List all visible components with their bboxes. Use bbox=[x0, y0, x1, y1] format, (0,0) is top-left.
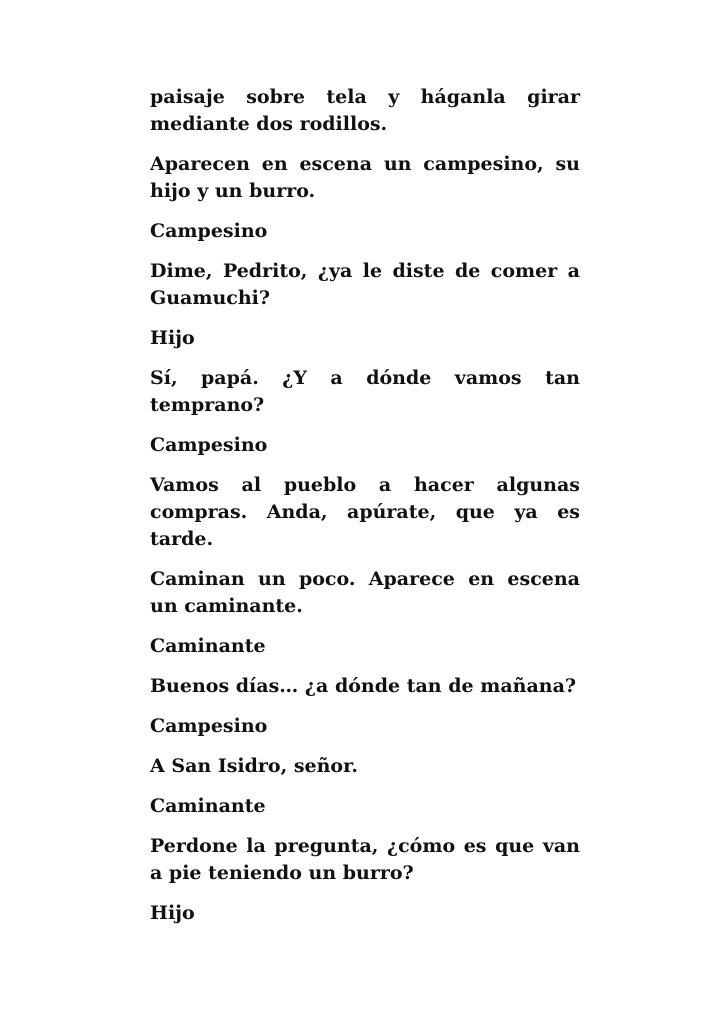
stage-direction-paragraph: Aparecen en escena un campesino, su hijo y un burro. bbox=[150, 153, 580, 202]
document-page bbox=[150, 84, 580, 940]
dialogue-line: Sí, papá. ¿Y a dónde vamos tan temprano? bbox=[150, 367, 580, 416]
stage-direction-paragraph: Caminan un poco. Aparece en escena un caminante. bbox=[150, 568, 580, 617]
speaker-name: Campesino bbox=[150, 220, 268, 242]
speaker-name: Campesino bbox=[150, 715, 268, 737]
speaker-name: Campesino bbox=[150, 434, 268, 456]
speaker-name: Caminante bbox=[150, 635, 266, 657]
dialogue-line: Vamos al pueblo a hacer algunas compras. Anda, apúrate, que ya es tarde. bbox=[150, 474, 580, 550]
speaker-name: Caminante bbox=[150, 795, 266, 817]
dialogue-line: Buenos días… ¿a dónde tan de mañana? bbox=[150, 675, 577, 697]
dialogue-line: Perdone la pregunta, ¿cómo es que van a pie teniendo un burro? bbox=[150, 835, 580, 884]
stage-direction-paragraph: paisaje sobre tela y háganla girar mediante dos rodillos. bbox=[150, 86, 580, 135]
speaker-name: Hijo bbox=[150, 902, 195, 924]
dialogue-line: A San Isidro, señor. bbox=[150, 755, 358, 777]
speaker-name: Hijo bbox=[150, 327, 195, 349]
dialogue-line: Dime, Pedrito, ¿ya le diste de comer a Guamuchi? bbox=[150, 260, 580, 309]
